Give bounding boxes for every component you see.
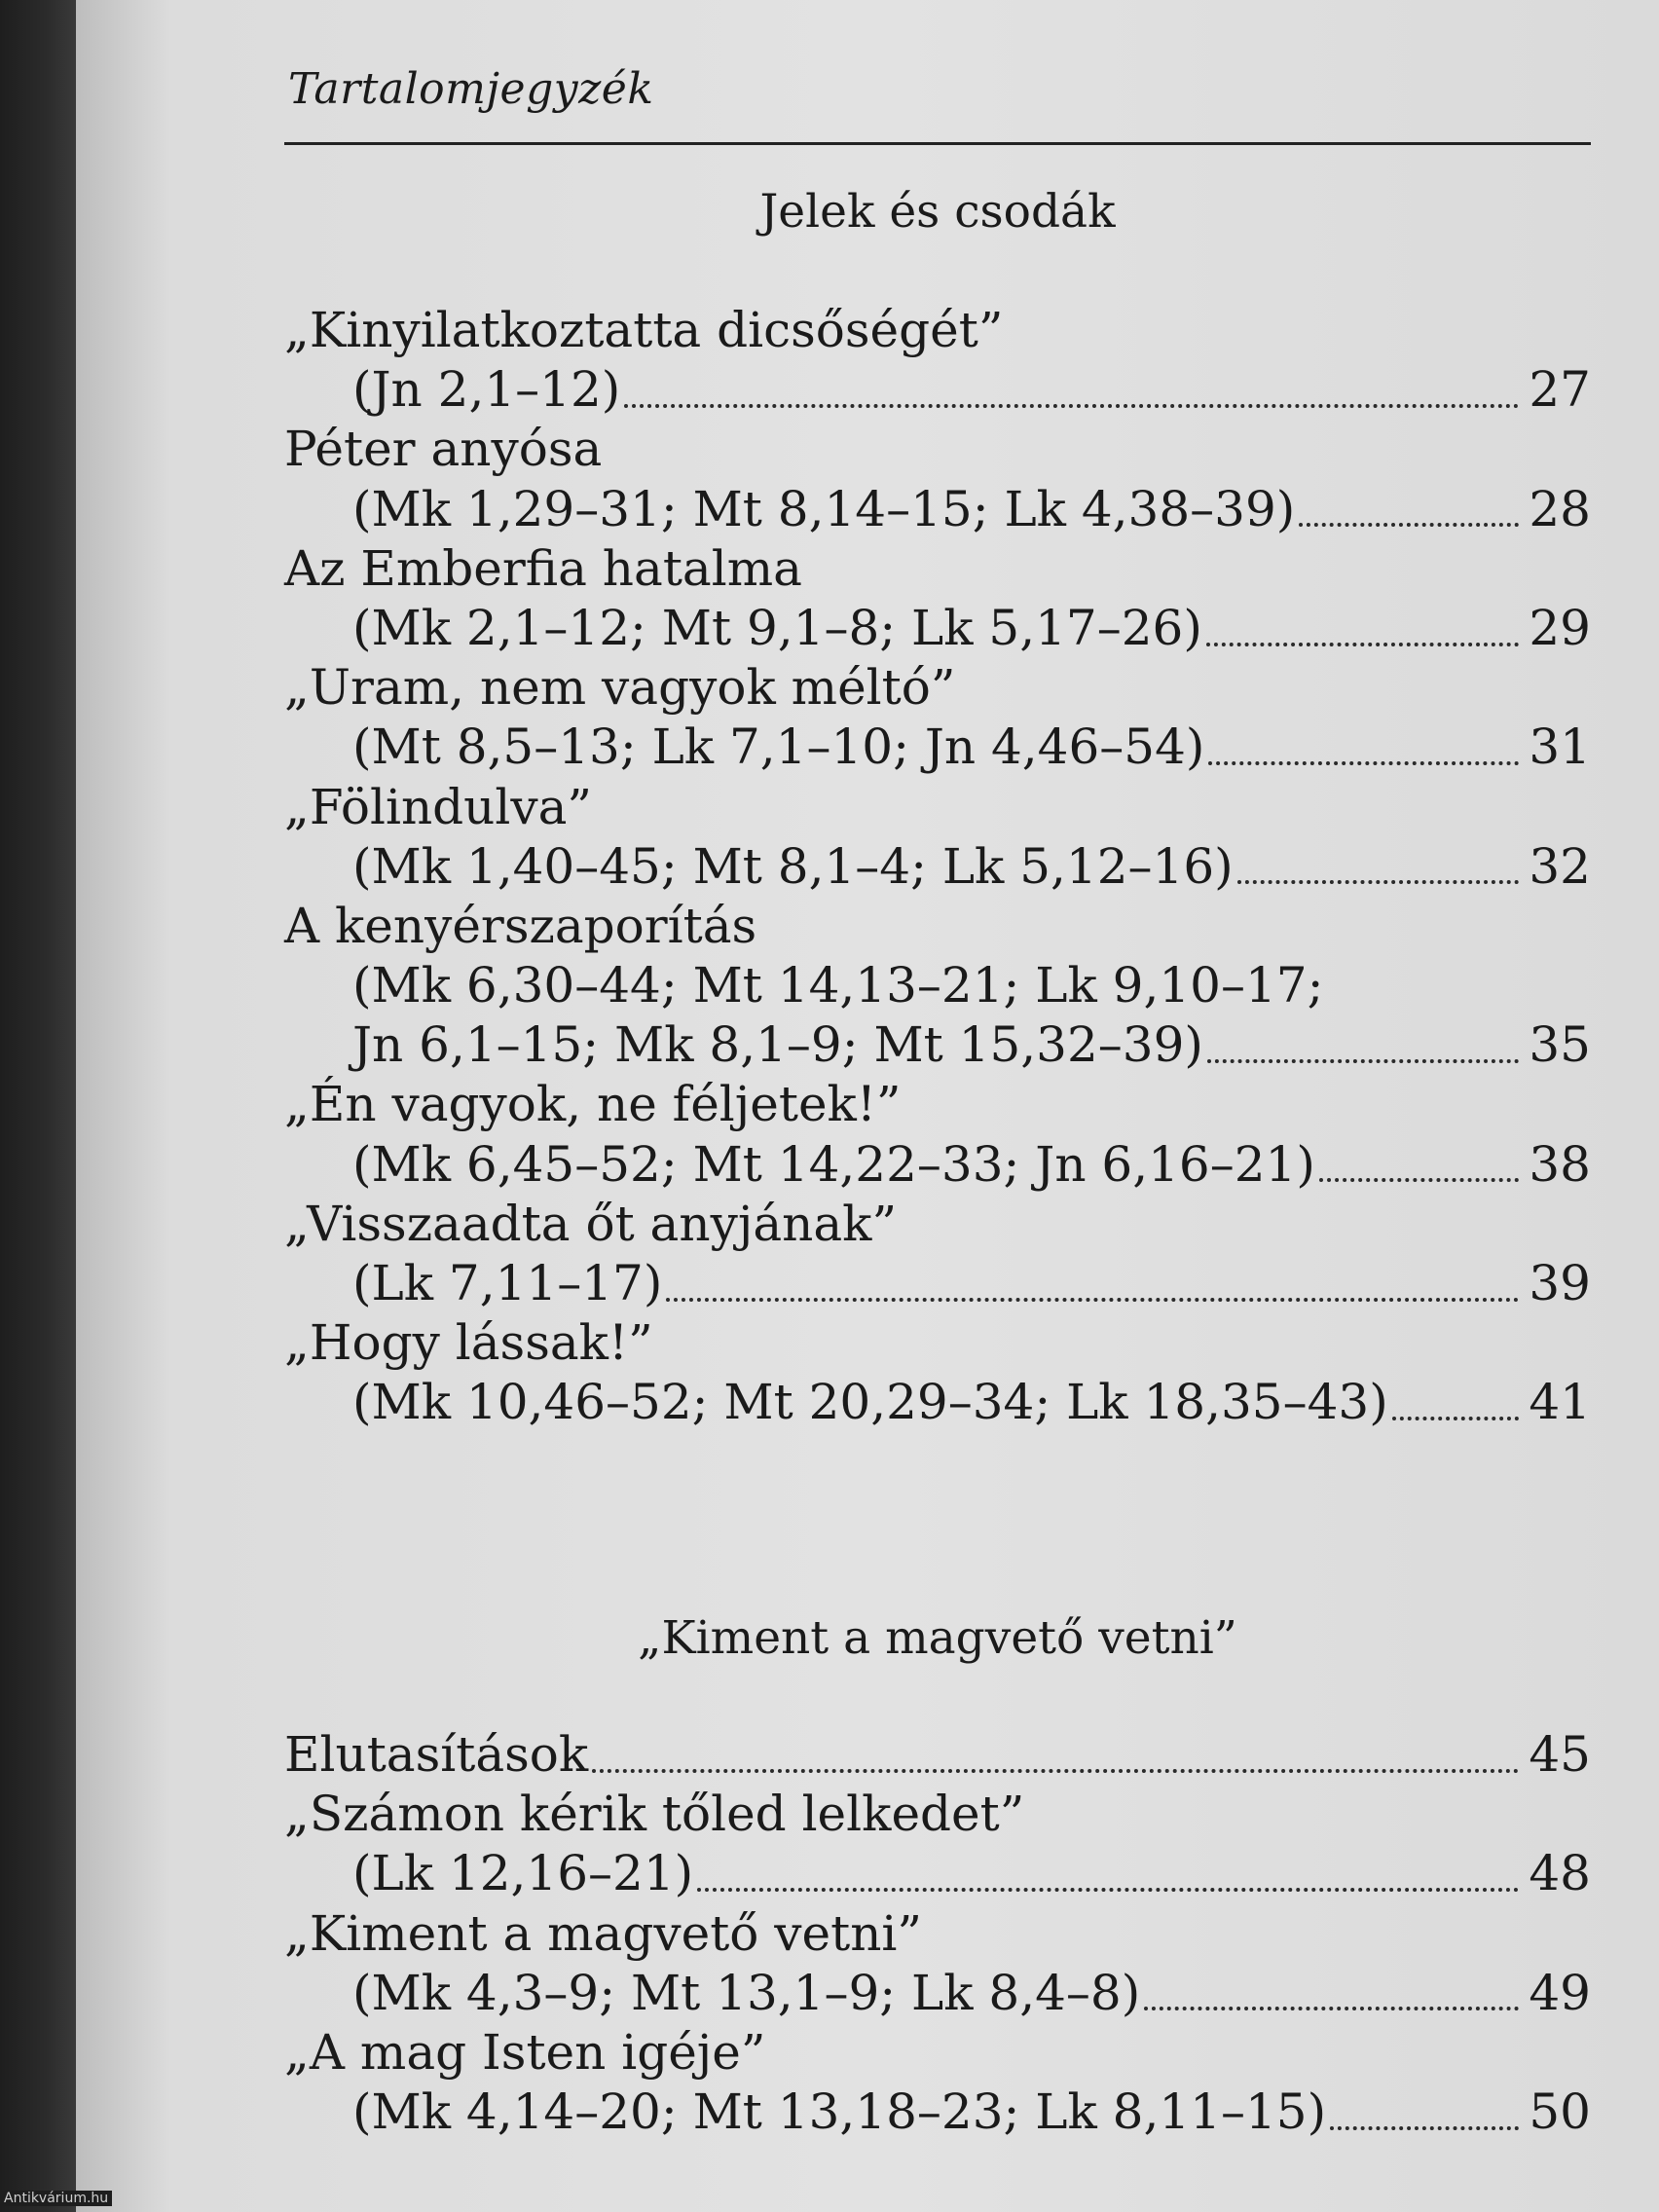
toc-entry-line (284, 2083, 1591, 2142)
toc-entry-line (284, 1725, 1591, 1785)
page-number: 39 (1529, 1255, 1591, 1311)
toc-entry-text: (Mk 1,29–31; Mt 8,14–15; Lk 4,38–39) (352, 480, 1296, 537)
toc-section-kiment-a-magveto (284, 1725, 1591, 2142)
dot-leader (697, 1888, 1519, 1892)
dot-leader (592, 1769, 1519, 1773)
toc-entry-text: (Mk 4,3–9; Mt 13,1–9; Lk 8,4–8) (352, 1964, 1141, 2021)
dot-leader (1144, 2007, 1519, 2010)
header-rule (284, 142, 1591, 145)
running-head: Tartalomjegyzék (288, 64, 654, 114)
dot-leader (1319, 1178, 1520, 1182)
toc-entry-text: Jn 6,1–15; Mk 8,1–9; Mt 15,32–39) (352, 1016, 1203, 1074)
dot-leader (1207, 1059, 1519, 1063)
page-number: 31 (1529, 719, 1591, 776)
dot-leader (1237, 880, 1520, 884)
toc-title-line: „Fölindulva” (284, 778, 592, 835)
page-number: 35 (1529, 1016, 1591, 1074)
toc-entry-line (284, 1015, 1591, 1075)
page-number: 38 (1529, 1135, 1591, 1193)
page-number: 49 (1529, 1964, 1591, 2021)
toc-entry-text: (Mk 1,40–45; Mt 8,1–4; Lk 5,12–16) (352, 837, 1234, 895)
dot-leader (1392, 1417, 1520, 1420)
dot-leader (1206, 643, 1519, 646)
toc-entry-text: (Mt 8,5–13; Lk 7,1–10; Jn 4,46–54) (352, 719, 1205, 776)
toc-title-line: „A mag Isten igéje” (284, 2023, 766, 2081)
toc-title-line: „Kiment a magvető vetni” (284, 1904, 922, 1962)
toc-entry-line (284, 1373, 1591, 1432)
toc-entry-line (284, 718, 1591, 777)
toc-title-line: A kenyérszaporítás (284, 897, 757, 954)
page-number: 29 (1529, 599, 1591, 656)
toc-entry-line (284, 360, 1591, 420)
watermark-label: Antikvárium.hu (0, 2191, 112, 2206)
toc-title-line: Az Emberfia hatalma (284, 539, 802, 597)
toc-title-line: „Visszaadta őt anyjának” (284, 1195, 898, 1252)
toc-title-line: „Számon kérik tőled lelkedet” (284, 1786, 1025, 1843)
section-title-kiment-a-magveto: „Kiment a magvető vetni” (638, 1611, 1237, 1665)
toc-entry-line (284, 599, 1591, 658)
section-title-jelek-es-csodak: Jelek és csodák (759, 185, 1116, 239)
toc-title-line: „Kinyilatkoztatta dicsőségét” (284, 302, 1004, 358)
toc-entry-text: (Mk 6,45–52; Mt 14,22–33; Jn 6,16–21) (352, 1135, 1315, 1193)
toc-entry-text: (Lk 12,16–21) (352, 1845, 694, 1902)
toc-entry-line (284, 1254, 1591, 1313)
page-number: 32 (1529, 837, 1591, 895)
toc-title-line: „Én vagyok, ne féljetek!” (284, 1076, 902, 1133)
page-number: 28 (1529, 480, 1591, 537)
toc-title-line: (Mk 6,30–44; Mt 14,13–21; Lk 9,10–17; (352, 957, 1324, 1014)
toc-entry-text: (Mk 2,1–12; Mt 9,1–8; Lk 5,17–26) (352, 599, 1202, 656)
toc-entry-line (284, 837, 1591, 897)
toc-entry-line (284, 1964, 1591, 2023)
page-number: 48 (1529, 1845, 1591, 1902)
page-number: 41 (1529, 1374, 1591, 1431)
toc-entry-line (284, 1135, 1591, 1195)
toc-entry-text: (Mk 10,46–52; Mt 20,29–34; Lk 18,35–43) (352, 1374, 1388, 1431)
page-number: 50 (1529, 2083, 1591, 2141)
toc-entry-text: Elutasítások (284, 1726, 589, 1783)
page-number: 27 (1529, 361, 1591, 419)
dot-leader (1299, 523, 1519, 527)
dot-leader (666, 1298, 1519, 1302)
toc-entry-text: (Jn 2,1–12) (352, 361, 621, 419)
toc-title-line: Péter anyósa (284, 421, 603, 478)
toc-entry-line (284, 1844, 1591, 1903)
toc-title-line: „Uram, nem vagyok méltó” (284, 659, 956, 717)
toc-entry-text: (Mk 4,14–20; Mt 13,18–23; Lk 8,11–15) (352, 2083, 1327, 2141)
dot-leader (1208, 761, 1519, 765)
dot-leader (624, 404, 1519, 408)
toc-title-line: „Hogy lássak!” (284, 1314, 653, 1372)
book-spine-shadow (0, 0, 76, 2212)
toc-entry-line (284, 480, 1591, 539)
toc-section-jelek-es-csodak (284, 301, 1591, 1433)
page-number: 45 (1529, 1726, 1591, 1783)
toc-entry-text: (Lk 7,11–17) (352, 1255, 663, 1311)
dot-leader (1330, 2126, 1519, 2130)
